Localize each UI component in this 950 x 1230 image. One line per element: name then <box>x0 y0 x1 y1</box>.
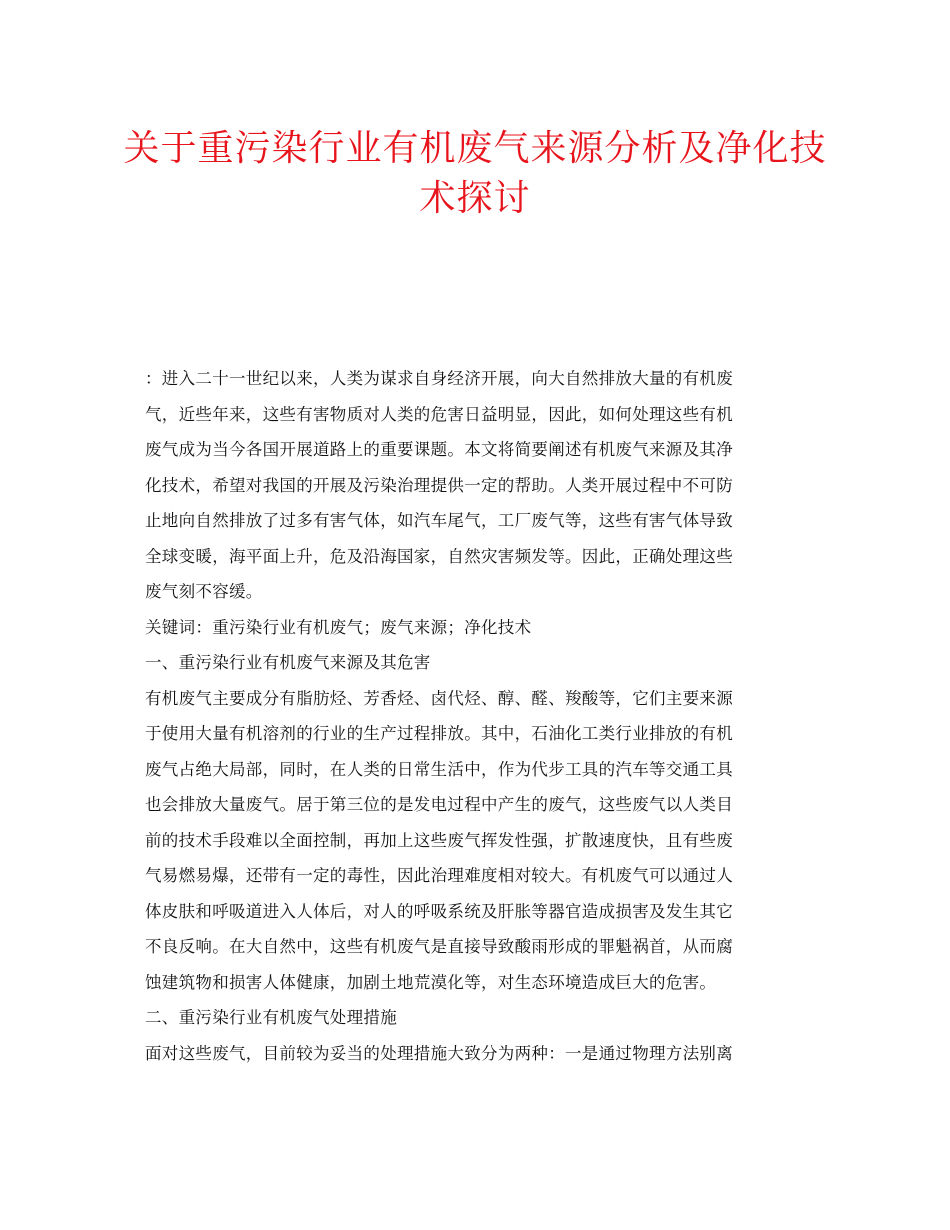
body-line: 有机废气主要成分有脂肪烃、芳香烃、卤代烃、醇、醛、羧酸等，它们主要来源 <box>145 688 733 708</box>
body-line: 废气占绝大局部，同时，在人类的日常生活中，作为代步工具的汽车等交通工具 <box>145 759 733 779</box>
body-line: 体皮肤和呼吸道进入人体后，对人的呼吸系统及肝胀等器官造成损害及发生其它 <box>145 901 733 921</box>
title-line: 关于重污染行业有机废气来源分析及净化技 <box>123 128 827 169</box>
section-heading-1: 一、重污染行业有机废气来源及其危害 <box>145 653 431 672</box>
abstract-line: 全球变暖，海平面上升，危及沿海国家，自然灾害频发等。因此，正确处理这些 <box>145 546 733 566</box>
body-line: 于使用大量有机溶剂的行业的生产过程排放。其中，石油化工类行业排放的有机 <box>145 724 733 743</box>
body-line: 也会排放大量废气。居于第三位的是发电过程中产生的废气，这些废气以人类目 <box>145 795 733 814</box>
body-line: 气易燃易爆，还带有一定的毒性，因此治理难度相对较大。有机废气可以通过人 <box>145 866 733 885</box>
abstract-line: 废气刻不容缓。 <box>145 582 263 601</box>
title-line: 术探讨 <box>419 178 531 219</box>
section-heading-2: 二、重污染行业有机废气处理措施 <box>145 1008 397 1027</box>
section-2-paragraph <box>145 1036 810 1072</box>
abstract-paragraph <box>145 361 810 610</box>
abstract-line: 止地向自然排放了过多有害气体，如汽车尾气，工厂废气等，这些有害气体导致 <box>145 511 733 530</box>
keywords-line: 关键词：重污染行业有机废气；废气来源；净化技术 <box>145 617 532 637</box>
section-1-paragraph <box>145 681 810 1001</box>
abstract-line: ：进入二十一世纪以来，人类为谋求自身经济开展，向大自然排放大量的有机废 <box>145 369 733 388</box>
body-line: 面对这些废气，目前较为妥当的处理措施大致分为两种：一是通过物理方法别离 <box>145 1043 733 1063</box>
abstract-line: 化技术，希望对我国的开展及污染治理提供一定的帮助。人类开展过程中不可防 <box>145 475 733 495</box>
body-line: 蚀建筑物和损害人体健康，加剧土地荒漠化等，对生态环境造成巨大的危害。 <box>145 972 717 992</box>
body-line: 不良反响。在大自然中，这些有机废气是直接导致酸雨形成的罪魁祸首，从而腐 <box>145 937 733 956</box>
document-title <box>100 124 850 224</box>
abstract-line: 废气成为当今各国开展道路上的重要课题。本文将简要阐述有机废气来源及其净 <box>145 440 733 459</box>
abstract-line: 气，近些年来，这些有害物质对人类的危害日益明显，因此，如何处理这些有机 <box>145 404 733 424</box>
document-body <box>145 361 810 1071</box>
body-line: 前的技术手段难以全面控制，再加上这些废气挥发性强，扩散速度快，且有些废 <box>145 830 733 850</box>
